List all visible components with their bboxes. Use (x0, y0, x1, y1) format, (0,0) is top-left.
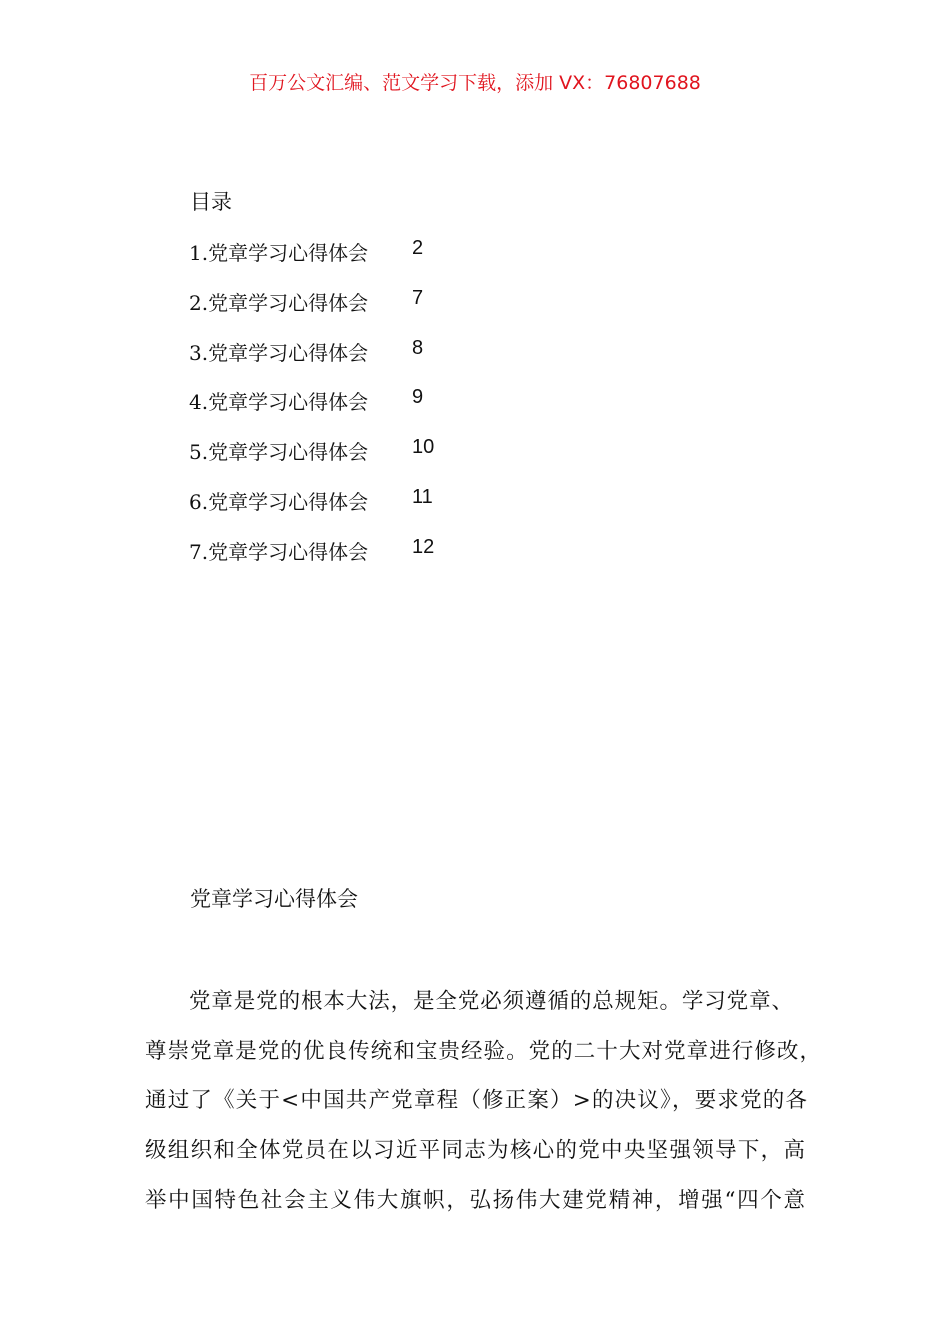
paragraph-line: 级组织和全体党员在以习近平同志为核心的党中央坚强领导下，高 (145, 1138, 805, 1163)
toc-item[interactable] (189, 536, 435, 565)
toc-item-label: 2.党章学习心得体会 (189, 291, 369, 315)
toc-item-page: 11 (412, 486, 433, 508)
toc-title: 目录 (190, 190, 232, 214)
toc-item-page: 7 (412, 287, 424, 309)
toc-item-label: 1.党章学习心得体会 (189, 241, 369, 265)
toc-item[interactable] (189, 436, 435, 465)
toc-item-page: 9 (412, 386, 424, 408)
toc-item-label: 5.党章学习心得体会 (189, 440, 369, 464)
toc-item-label: 6.党章学习心得体会 (189, 490, 369, 514)
toc-item[interactable] (189, 486, 433, 515)
toc-item-page: 8 (412, 337, 424, 359)
paragraph-line: 通过了《关于<中国共产党章程（修正案）>的决议》，要求党的各 (145, 1088, 807, 1113)
article-title: 党章学习心得体会 (190, 887, 358, 911)
toc-item-page: 2 (412, 237, 424, 259)
paragraph-line: 尊崇党章是党的优良传统和宝贵经验。党的二十大对党章进行修改， (145, 1039, 821, 1064)
paragraph-line: 举中国特色社会主义伟大旗帜，弘扬伟大建党精神，增强“四个意 (145, 1188, 805, 1213)
toc-item-page: 10 (412, 436, 435, 458)
toc-item-label: 3.党章学习心得体会 (189, 341, 369, 365)
toc-item[interactable] (189, 337, 424, 366)
header-banner: 百万公文汇编、范文学习下载，添加 VX：76807688 (249, 72, 701, 94)
toc-item-label: 7.党章学习心得体会 (189, 540, 369, 564)
toc-item[interactable] (189, 386, 424, 415)
toc-item-page: 12 (412, 536, 435, 558)
toc-item[interactable] (189, 287, 424, 316)
toc-item-label: 4.党章学习心得体会 (189, 390, 369, 414)
paragraph-line: 党章是党的根本大法，是全党必须遵循的总规矩。学习党章、 (189, 989, 793, 1014)
toc-item[interactable] (189, 237, 424, 266)
